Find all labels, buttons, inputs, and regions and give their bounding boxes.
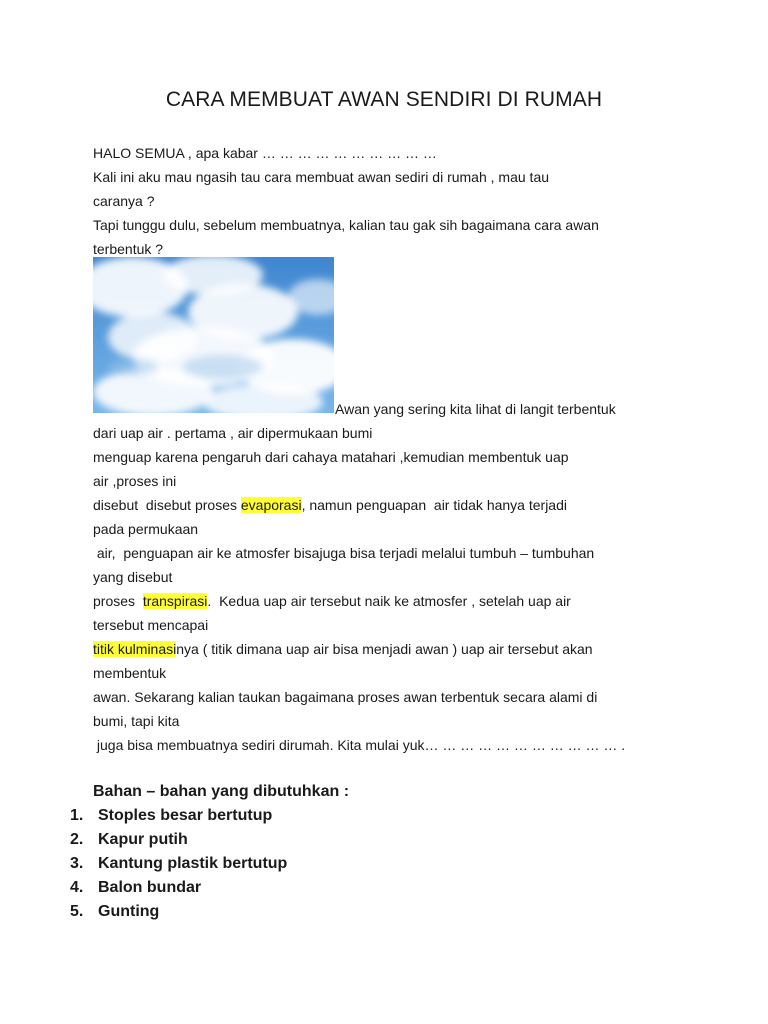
paragraph-line: air, penguapan air ke atmosfer bisajuga bisa terjadi melalui tumbuh – tumbuhan — [93, 545, 595, 561]
line-text: . Kedua uap air tersebut naik ke atmosfer , setelah uap air — [207, 593, 571, 609]
bahan-list — [70, 806, 287, 926]
paragraph-line — [93, 640, 593, 658]
list-item — [70, 830, 287, 854]
list-item — [70, 902, 287, 926]
bahan-heading: Bahan – bahan yang dibutuhkan : — [93, 783, 350, 800]
list-number: 5. — [70, 903, 84, 920]
paragraph-line — [93, 496, 567, 514]
paragraph-line: membentuk — [93, 665, 167, 681]
paragraph-line: pada permukaan — [93, 521, 199, 537]
paragraph-line: Kali ini aku mau ngasih tau cara membuat awan sediri di rumah , mau tau — [93, 169, 550, 185]
page-title: CARA MEMBUAT AWAN SENDIRI DI RUMAH — [165, 88, 603, 111]
line-text: , namun penguapan air tidak hanya terjadi — [301, 497, 567, 513]
paragraph-line: dari uap air . pertama , air dipermukaan bumi — [93, 425, 373, 441]
list-item — [70, 878, 287, 902]
list-label: Kapur putih — [98, 831, 188, 848]
paragraph-line: air ,proses ini — [93, 473, 177, 489]
paragraph-line: tersebut mencapai — [93, 617, 209, 633]
highlight-transpirasi: transpirasi — [142, 593, 208, 609]
paragraph-line: terbentuk ? — [93, 241, 164, 257]
cloud-sky-photo — [93, 257, 334, 413]
list-number: 2. — [70, 831, 84, 848]
list-number: 3. — [70, 855, 84, 872]
paragraph-line: awan. Sekarang kalian taukan bagaimana proses awan terbentuk secara alami di — [93, 689, 598, 705]
line-text: proses — [93, 593, 143, 609]
list-item — [70, 854, 287, 878]
paragraph-line: caranya ? — [93, 193, 155, 209]
line-text: disebut disebut proses — [93, 497, 241, 513]
highlight-titik-kulminasi: titik kulminasi — [93, 641, 177, 657]
paragraph-line: yang disebut — [93, 569, 173, 585]
list-label: Kantung plastik bertutup — [98, 855, 288, 872]
paragraph-line — [93, 592, 571, 610]
paragraph-line: bumi, tapi kita — [93, 713, 180, 729]
list-label: Gunting — [98, 903, 160, 920]
paragraph-line: HALO SEMUA , apa kabar … … … … … … … … … … — [93, 145, 437, 161]
paragraph-line: juga bisa membuatnya sediri dirumah. Kita mulai yuk… … … … … … … … … … … . — [93, 737, 626, 753]
list-number: 4. — [70, 879, 84, 896]
list-number: 1. — [70, 807, 84, 824]
list-label: Stoples besar bertutup — [98, 807, 273, 824]
paragraph-line: menguap karena pengaruh dari cahaya matahari ,kemudian membentuk uap — [93, 449, 569, 465]
highlight-evaporasi: evaporasi — [240, 497, 302, 513]
paragraph-line: Awan yang sering kita lihat di langit terbentuk — [335, 401, 616, 417]
list-item — [70, 806, 287, 830]
list-label: Balon bundar — [98, 879, 202, 896]
line-text: nya ( titik dimana uap air bisa menjadi awan ) uap air tersebut akan — [176, 641, 593, 657]
paragraph-line: Tapi tunggu dulu, sebelum membuatnya, kalian tau gak sih bagaimana cara awan — [93, 217, 599, 233]
